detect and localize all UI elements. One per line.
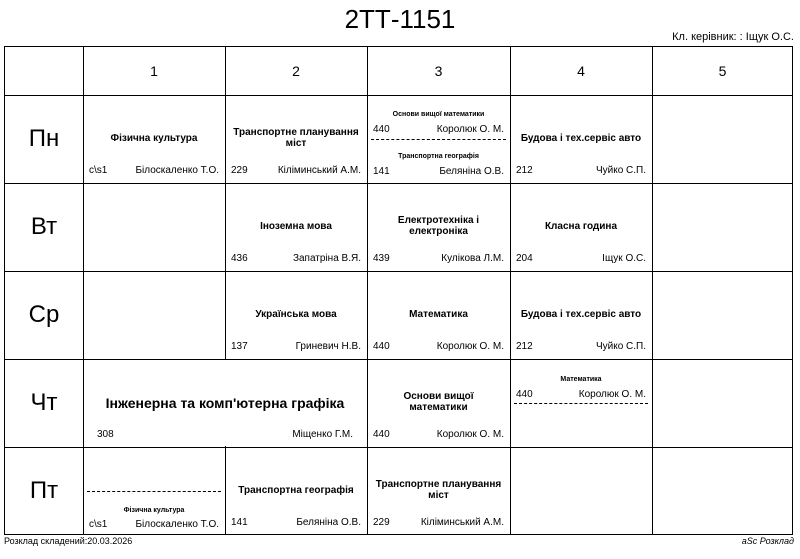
lesson-cell[interactable]	[225, 447, 367, 535]
lesson-cell[interactable]	[225, 271, 367, 359]
subject: Будова і тех.сервіс авто	[520, 309, 642, 320]
lesson-cell[interactable]	[510, 271, 652, 359]
day-label-tue: Вт	[30, 213, 58, 240]
subject: Будова і тех.сервіс авто	[520, 133, 642, 144]
lesson-cell[interactable]	[225, 183, 367, 271]
teacher: Білоскаленко Т.О.	[135, 519, 219, 530]
lesson-cell[interactable]	[225, 95, 367, 183]
split-divider	[371, 139, 506, 140]
subject: Основи вищої математики	[392, 111, 485, 118]
lesson-cell[interactable]	[367, 447, 510, 535]
day-label-mon: Пн	[28, 125, 60, 152]
column-header-2: 2	[292, 63, 300, 79]
column-header-1: 1	[150, 63, 158, 79]
room: 212	[516, 341, 533, 352]
room: 440	[373, 341, 390, 352]
teacher: Королюк О. М.	[436, 124, 504, 135]
lesson-cell[interactable]	[83, 359, 367, 447]
column-header-5: 5	[718, 63, 727, 79]
subject: Транспортне планування міст	[233, 127, 359, 149]
day-label-wed: Ср	[28, 301, 60, 328]
timetable-grid	[4, 46, 793, 535]
page-title: 2ТТ-1151	[344, 4, 456, 34]
lesson-cell[interactable]	[367, 359, 510, 447]
subject: Українська мова	[255, 309, 337, 320]
room: 440	[516, 389, 533, 400]
room: 204	[516, 253, 533, 264]
teacher: Беляніна О.В.	[439, 166, 504, 177]
room: 141	[231, 517, 248, 528]
brand-label: aSc Розклад	[741, 536, 794, 546]
lesson-cell[interactable]	[83, 95, 225, 183]
lesson-cell[interactable]	[367, 271, 510, 359]
subject: Інженерна та комп'ютерна графіка	[105, 395, 345, 411]
subject: Транспортна географія	[238, 485, 354, 496]
teacher: Гриневич Н.В.	[295, 341, 361, 352]
generated-date: Розклад складений:20.03.2026	[4, 536, 133, 546]
teacher: Беляніна О.В.	[296, 517, 361, 528]
split-divider	[514, 403, 648, 404]
room: 308	[97, 429, 114, 440]
subject: Фізична культура	[110, 133, 198, 144]
lesson-cell-split[interactable]	[510, 359, 652, 447]
teacher: Запатріна В.Я.	[292, 253, 361, 264]
day-label-thu: Чт	[30, 389, 58, 416]
lesson-cell-split[interactable]	[367, 95, 510, 183]
teacher: Королюк О. М.	[436, 429, 504, 440]
subject: Транспортна географія	[398, 153, 479, 160]
room: 229	[231, 165, 248, 176]
room: 440	[373, 429, 390, 440]
room: c\s1	[89, 519, 108, 530]
room: 436	[231, 253, 248, 264]
room: 141	[373, 166, 390, 177]
class-teacher: Кл. керівник: : Іщук О.С.	[672, 31, 794, 43]
teacher: Чуйко С.П.	[595, 165, 646, 176]
column-header-3: 3	[434, 63, 443, 79]
subject: Математика	[560, 376, 602, 383]
day-label-fri: Пт	[29, 477, 59, 504]
subject: Електротехніка і електроніка	[397, 215, 480, 237]
lesson-cell[interactable]	[367, 183, 510, 271]
subject: Основи вищої математики	[403, 391, 474, 413]
teacher: Чуйко С.П.	[595, 341, 646, 352]
subject: Математика	[409, 309, 468, 320]
lesson-cell[interactable]	[510, 183, 652, 271]
column-header-4: 4	[577, 63, 585, 79]
subject: Транспортне планування міст	[375, 479, 502, 501]
room: 229	[373, 517, 390, 528]
teacher: Іщук О.С.	[602, 253, 646, 264]
subject: Класна година	[544, 221, 618, 232]
teacher: Королюк О. М.	[578, 389, 646, 400]
subject: Фізична культура	[123, 507, 185, 514]
teacher: Міщенко Г.М.	[292, 429, 353, 440]
teacher: Білоскаленко Т.О.	[135, 165, 219, 176]
split-divider	[87, 491, 221, 492]
room: 212	[516, 165, 533, 176]
subject: Іноземна мова	[260, 221, 332, 232]
room: 137	[231, 341, 248, 352]
grid-line	[652, 47, 653, 534]
lesson-cell[interactable]	[510, 95, 652, 183]
room: c\s1	[89, 165, 108, 176]
room: 439	[373, 253, 390, 264]
teacher: Кулікова Л.М.	[441, 253, 504, 264]
teacher: Кіліминський А.М.	[277, 165, 361, 176]
teacher: Кіліминський А.М.	[420, 517, 504, 528]
lesson-cell-split[interactable]	[83, 447, 225, 535]
room: 440	[373, 124, 390, 135]
teacher: Королюк О. М.	[436, 341, 504, 352]
